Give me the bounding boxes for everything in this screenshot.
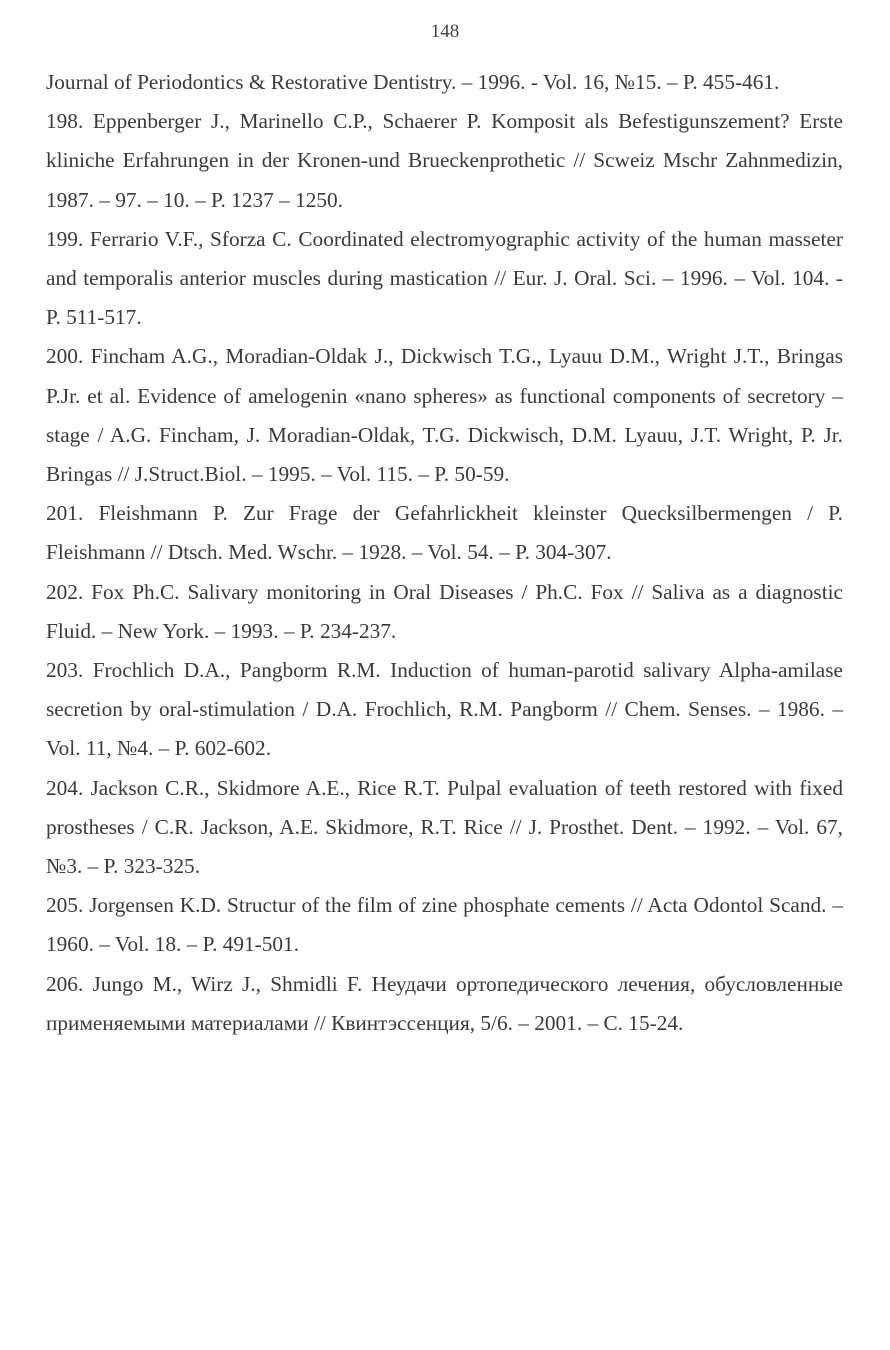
reference-list: [46, 63, 843, 1043]
reference-entry-200: 200. Fincham A.G., Moradian-Oldak J., Dickwisch T.G., Lyauu D.M., Wright J.T., Bringas P.Jr. et al. Evidence of amelogenin «nano spheres» as functional components of secretory – stage / A.G. Fincham, J. Moradian-Oldak, T.G. Dickwisch, D.M. Lyauu, J.T. Wright, P. Jr. Bringas // J.Struct.Biol. – 1995. – Vol. 115. – P. 50-59.: [46, 344, 843, 487]
reference-entry-206: 206. Jungo M., Wirz J., Shmidli F. Неудачи ортопедического лечения, обусловленные применяемыми материалами // Квинтэссенция, 5/6. – 2001. – С. 15-24.: [46, 971, 843, 1035]
reference-entry-198: 198. Eppenberger J., Marinello C.P., Schaerer P. Komposit als Befestigunszement? Erste kliniche Erfahrungen in der Kronen-und Brueckenprothetic // Scweiz Mschr Zahnmedizin, 1987. – 97. – 10. – P. 1237 – 1250.: [46, 109, 843, 212]
reference-entry-202: 202. Fox Ph.C. Salivary monitoring in Oral Diseases / Ph.C. Fox // Saliva as a diagnostic Fluid. – New York. – 1993. – P. 234-237.: [46, 579, 843, 643]
reference-entry-203: 203. Frochlich D.A., Pangborm R.M. Induction of human-parotid salivary Alpha-amilase secretion by oral-stimulation / D.A. Frochlich, R.M. Pangborm // Chem. Senses. – 1986. – Vol. 11, №4. – P. 602-602.: [46, 658, 843, 761]
page-number: 148: [430, 21, 460, 42]
reference-entry-204: 204. Jackson C.R., Skidmore A.E., Rice R.T. Pulpal evaluation of teeth restored with fixed prostheses / C.R. Jackson, A.E. Skidmore, R.T. Rice // J. Prosthet. Dent. – 1992. – Vol. 67, №3. – P. 323-325.: [46, 775, 843, 879]
reference-entry-197-continued: Journal of Periodontics & Restorative Dentistry. – 1996. - Vol. 16, №15. – P. 455-461.: [46, 70, 780, 94]
reference-entry-205: 205. Jorgensen K.D. Structur of the film of zine phosphate cements // Acta Odontol Scand. – 1960. – Vol. 18. – P. 491-501.: [46, 893, 843, 957]
reference-entry-199: 199. Ferrario V.F., Sforza C. Coordinated electromyographic activity of the human masseter and temporalis anterior muscles during mastication // Eur. J. Oral. Sci. – 1996. – Vol. 104. - P. 511-517.: [46, 226, 843, 330]
reference-entry-201: 201. Fleishmann P. Zur Frage der Gefahrlickheit kleinster Quecksilbermengen / P. Fleishmann // Dtsch. Med. Wschr. – 1928. – Vol. 54. – P. 304-307.: [46, 501, 843, 565]
